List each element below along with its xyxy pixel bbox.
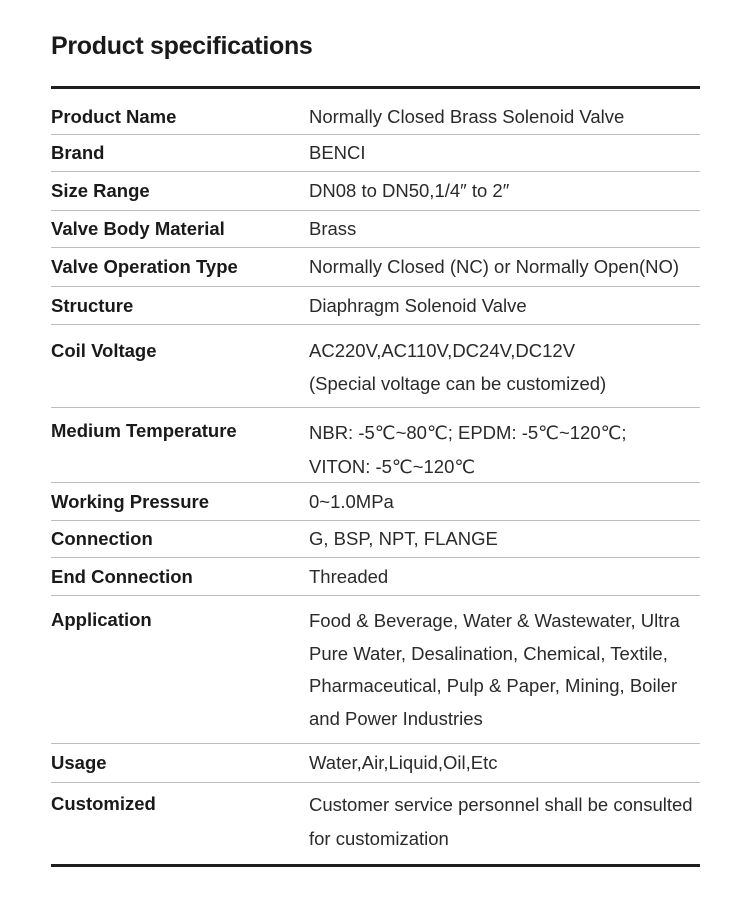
spec-value — [309, 179, 700, 203]
spec-value-line: Diaphragm Solenoid Valve — [309, 294, 527, 316]
spec-value-line: NBR: -5℃~80℃; EPDM: -5℃~120℃; — [309, 422, 627, 443]
spec-value-line: 0~1.0MPa — [309, 490, 394, 512]
spec-value-line: G, BSP, NPT, FLANGE — [309, 528, 498, 549]
spec-value-line: Normally Closed (NC) or Normally Open(NO) — [309, 256, 680, 277]
spec-value-line: Food & Beverage, Water & Wastewater, Ultra — [309, 610, 680, 631]
spec-label: Size Range — [51, 180, 150, 201]
spec-row-valve-operation-type — [51, 248, 700, 287]
spec-value — [309, 490, 700, 514]
spec-row-working-pressure — [51, 483, 700, 521]
spec-value-line: Pure Water, Desalination, Chemical, Textile, — [309, 642, 668, 664]
spec-value — [309, 605, 700, 735]
spec-row-connection — [51, 521, 700, 558]
spec-value-line: Water,Air,Liquid,Oil,Etc — [309, 752, 498, 773]
spec-row-brand — [51, 135, 700, 172]
spec-value — [309, 103, 700, 131]
spec-value — [309, 255, 700, 279]
spec-row-structure — [51, 287, 700, 325]
spec-value-line: DN08 to DN50,1/4″ to 2″ — [309, 180, 510, 201]
spec-table — [51, 86, 700, 867]
spec-value-line: and Power Industries — [309, 707, 483, 729]
spec-value — [309, 294, 700, 318]
spec-row-medium-temperature — [51, 408, 700, 483]
spec-value — [309, 788, 700, 856]
spec-label: Medium Temperature — [51, 420, 237, 441]
spec-value-line: Normally Closed Brass Solenoid Valve — [309, 106, 625, 127]
spec-label: Customized — [51, 793, 156, 814]
spec-value — [309, 565, 700, 589]
spec-row-usage — [51, 744, 700, 783]
spec-value — [309, 217, 700, 241]
spec-label: Working Pressure — [51, 490, 209, 512]
spec-row-size-range — [51, 172, 700, 211]
spec-label: Structure — [51, 294, 134, 316]
spec-row-valve-body-material — [51, 211, 700, 248]
spec-value-line: Threaded — [309, 565, 389, 587]
spec-row-coil-voltage — [51, 325, 700, 408]
spec-row-customized — [51, 783, 700, 864]
spec-label: Connection — [51, 528, 153, 549]
spec-row-end-connection — [51, 558, 700, 596]
spec-label: Product Name — [51, 106, 177, 127]
spec-value-line: Brass — [309, 218, 357, 239]
spec-label: Usage — [51, 752, 107, 773]
spec-label: Valve Body Material — [51, 218, 225, 239]
spec-value-line: Customer service personnel shall be consulted — [309, 794, 693, 815]
spec-value — [309, 751, 700, 775]
spec-value-line: BENCI — [309, 142, 366, 163]
spec-value-line: Pharmaceutical, Pulp & Paper, Mining, Boiler — [309, 675, 678, 696]
spec-row-product-name — [51, 89, 700, 135]
spec-label: Brand — [51, 142, 105, 163]
spec-row-application — [51, 596, 700, 744]
page-title: Product specifications — [51, 32, 313, 60]
spec-value — [309, 141, 700, 165]
spec-value-line: (Special voltage can be customized) — [309, 372, 607, 394]
spec-label: Application — [51, 609, 152, 630]
spec-value — [309, 527, 700, 551]
spec-label: Coil Voltage — [51, 340, 157, 361]
spec-value-line: for customization — [309, 828, 449, 849]
spec-value-line: AC220V,AC110V,DC24V,DC12V — [309, 340, 576, 361]
spec-label: End Connection — [51, 565, 193, 587]
spec-value-line: VITON: -5℃~120℃ — [309, 456, 476, 477]
spec-value — [309, 335, 700, 400]
spec-value — [309, 416, 700, 484]
spec-label: Valve Operation Type — [51, 256, 238, 277]
